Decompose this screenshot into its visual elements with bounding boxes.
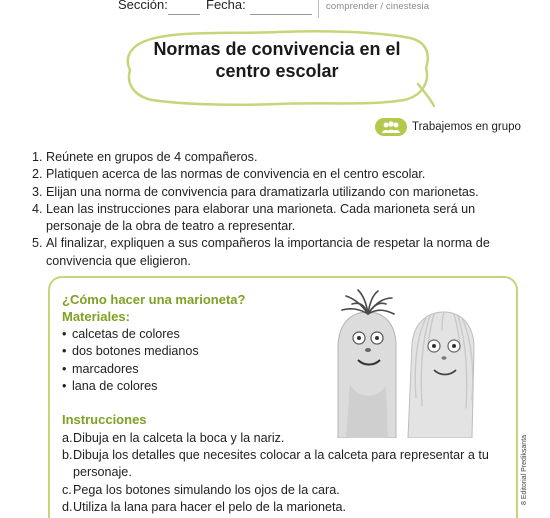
page-title [118, 38, 436, 82]
materials-list [62, 326, 199, 396]
page-title-line1: Normas de convivencia en el [153, 39, 401, 59]
list-item [32, 201, 522, 236]
panel-question: ¿Cómo hacer una marioneta? [62, 292, 246, 307]
page-title-line2: centro escolar [215, 61, 339, 81]
instruction-marker: d. [62, 499, 73, 514]
instruction-text: Dibuja los detalles que necesites colocar a la calceta para representar a tu personaje. [73, 448, 489, 480]
instruction-marker: b. [62, 448, 73, 463]
list-item [32, 235, 522, 270]
instruction-text: Dibuja en la calceta la boca y la nariz. [73, 431, 285, 445]
section-field-line [168, 14, 200, 15]
side-credit: 8 Editorial Prediksanta [521, 434, 528, 505]
step-number: 5. [32, 236, 43, 251]
instruction-text: Utiliza la lana para hacer el pelo de la marioneta. [73, 499, 347, 514]
list-item [62, 482, 502, 499]
step-text: Elijan una norma de convivencia para dramatizarla utilizando con marionetas. [46, 184, 479, 199]
material-text: calcetas de colores [72, 327, 180, 341]
step-text: Reúnete en grupos de 4 compañeros. [46, 150, 258, 164]
step-text: Lean las instrucciones para elaborar una marioneta. Cada marioneta será un personaje de la obra de teatro a representar. [46, 201, 476, 234]
header-divider [318, 0, 319, 18]
step-number: 1. [32, 150, 43, 164]
instruction-marker: a. [62, 431, 73, 445]
group-work-label: Trabajemos en grupo [412, 121, 521, 133]
step-number: 2. [32, 167, 43, 182]
materials-heading: Materiales: [62, 309, 130, 324]
material-text: lana de colores [72, 379, 158, 394]
list-item: • dos botones medianos [62, 343, 199, 360]
instruction-marker: c. [62, 482, 72, 497]
list-item [32, 166, 522, 183]
people-group-icon [375, 118, 407, 136]
sock-puppets-image [316, 288, 496, 438]
list-item: • marcadores [62, 361, 199, 378]
list-item [62, 499, 502, 516]
date-label: Fecha: [206, 0, 246, 12]
material-text: dos botones medianos [72, 344, 199, 359]
material-text: marcadores [72, 361, 139, 376]
steps-list [32, 149, 522, 270]
left-sock-puppet [338, 290, 396, 438]
list-item: • lana de colores [62, 378, 199, 395]
step-number: 3. [32, 184, 43, 199]
worksheet-header [0, 0, 550, 20]
list-item [32, 149, 522, 166]
date-field-line [250, 14, 312, 15]
list-item [32, 184, 522, 201]
header-note: comprender / cinestesia [326, 1, 430, 12]
group-work-tag [375, 117, 521, 137]
instructions-heading: Instrucciones [62, 412, 147, 427]
section-label: Sección: [118, 0, 168, 12]
instruction-text: Pega los botones simulando los ojos de la cara. [73, 482, 340, 497]
step-number: 4. [32, 201, 43, 216]
step-text: Al finalizar, expliquen a sus compañeros la importancia de respetar la norma de convivencia que eligieron. [46, 236, 490, 268]
step-text: Platiquen acerca de las normas de convivencia en el centro escolar. [46, 167, 426, 182]
title-cloud [118, 26, 436, 110]
instructions-list [62, 430, 502, 516]
list-item [62, 447, 502, 481]
right-sock-puppet [408, 312, 474, 438]
list-item: • calcetas de colores [62, 326, 199, 343]
